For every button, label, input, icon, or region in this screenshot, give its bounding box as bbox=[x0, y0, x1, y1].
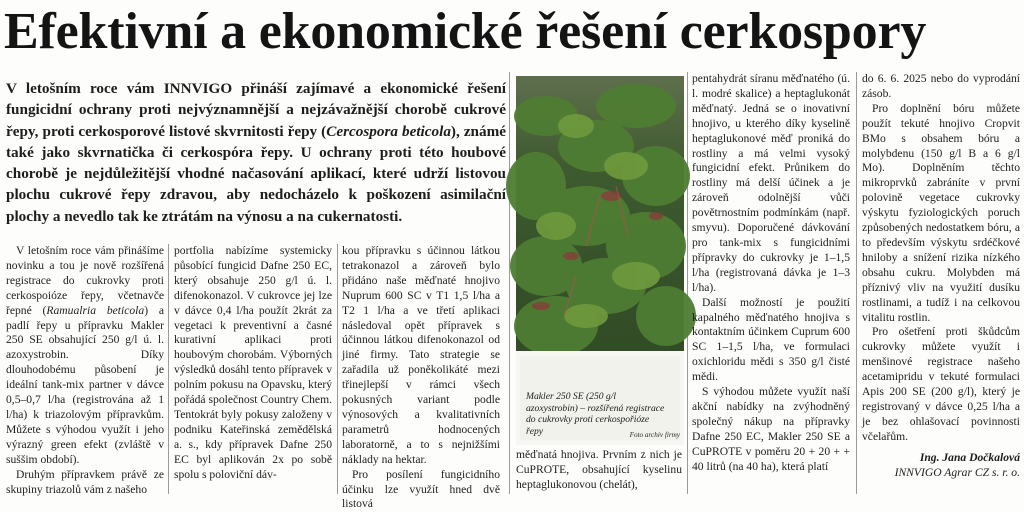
col1-text-2: ) a padlí řepy u přípravku Makler 250 SE obsahující 250 g/l ú. l. azoxystrobin. Díky dlouhodobému působení je ideální tank-mix partner v dávce 0,5–0,7 l/ha (registrována až 1 l/ha) k triazolovým přípravkům. Můžete s výhodou využít i jeho výrazný green efekt (zvláště v suššim období). bbox=[6, 303, 165, 466]
col6-paragraph-3: Pro ošetření proti škůdcům cukrovky můžete využít i menšinové registrace našeho acetamipridu v tekuté formulaci Apis 200 SE (200 g/l), který je registrovaný v dávce 0,25 l/ha a je bez ohlašovací povinnosti včelařům. bbox=[862, 325, 1020, 443]
col5-paragraph-2: Další možností je použití kapalného měďnatého hnojiva s kontaktním účinkem Cuprum 600 SC 1–1,5 l/ha, ve formulaci oxichloridu mědi s 350 g/l čisté mědi. bbox=[692, 295, 850, 384]
col6-paragraph-2: Pro doplnění bóru můžete použít tekuté hnojivo Cropvit BMo s obsahem bóru a molybdenu (150 g/l B a 6 g/l Mo). Doplněním těchto mikroprvků zabráníte v první polovině vegetace cukrovky výskytu fyziologických poruch způsobených nedostatkem bóru, a to především výskytu srdéčkové hniloby a snížení rizika nízkého obsahu cukru. Molybden má příznivý vliv na využití dusíku rostlinami, a tudíž i na celkovou vitalitu rostlin. bbox=[862, 101, 1020, 324]
col4-paragraph-1: měďnatá hnojiva. Prvním z nich je CuPROTE, obsahující kyselinu heptaglukonovou (chelát), bbox=[516, 448, 682, 491]
column-divider bbox=[337, 244, 338, 494]
article-column-6 bbox=[862, 72, 1020, 494]
col6-paragraph-1: do 6. 6. 2025 nebo do vyprodání zásob. bbox=[862, 72, 1020, 100]
col3-paragraph-1: kou přípravku s účinnou látkou tetrakonazol a zároveň bylo přidáno naše měďnaté hnojivo Nuprum 600 SC v T1 1,5 l/ha a T2 1 l/ha a ve třetí aplikaci následoval opět přípravek s účinnou látkou difenokonazol od jiné firmy. Tato strategie se zařadila už poněkolikáté mezi třinejlepší v rámci všech pokusných variant podle výnosových a kvalitativních parametrů hodnocených laboratorně, a to s nejnižšími náklady na hektar. bbox=[342, 244, 500, 466]
article-column-3 bbox=[342, 244, 500, 511]
signature-block bbox=[862, 451, 1020, 481]
column-divider bbox=[168, 244, 169, 494]
photo-illustration bbox=[516, 76, 684, 445]
photo-caption: Makler 250 SE (250 g/l azoxystrobin) – rozšířená registrace do cukrovky proti cerkospořióze řepy bbox=[526, 391, 665, 437]
lead-latin-name: Cercospora beticola bbox=[326, 122, 451, 140]
lead-text-2: ), známé také jako skvrnatička či cerkospóra řepy. U ochrany proti této houbové chorobě je nejdůležitější vhodné načasování aplikací, které udrží listovou plochu cukrové řepy zdravou, aby nedocházelo k poškození asimilační plochy a nevedlo tak ke ztrátám na výnosu a na cukernatosti. bbox=[6, 122, 506, 225]
col5-paragraph-3: S výhodou můžete využít naší akční nabídky na zvýhodněný společný nákup na přípravky Dafne 250 EC, Makler 250 SE a CuPROTE v poměru 20 + 20 + + 40 litrů (na 40 ha), která platí bbox=[692, 385, 850, 473]
column-divider bbox=[687, 72, 688, 494]
photo-credit: Foto archiv firmy bbox=[629, 431, 680, 439]
headline: Efektivní a ekonomické řešení cerkospory bbox=[4, 3, 927, 60]
col1-text-1: V letošním roce vám přinášíme novinku a tou je nově rozšířená registrace do cukrovky proti cerkospoióze řepy, včetnavče řepné ( bbox=[6, 244, 164, 317]
article-column-2 bbox=[174, 244, 332, 494]
col3-paragraph-2: Pro posílení fungicidního účinku lze využít hned dvě listová bbox=[342, 467, 500, 511]
author-company: INNVIGO Agrar CZ s. r. o. bbox=[894, 465, 1020, 479]
col5-paragraph-1: pentahydrát síranu měďnatého (ú. l. modré skalice) a heptaglukonát měďnatý. Jedná se o inovativní hnojivo, u kterého díky kyselině heptaglukonové měď proniká do rostliny a má velmi vysoký fungicidní efekt. Průnikem do rostliny má delší účinek a je zároveň odolnější vůči povětrnostním podmínkám (např. smyvu). Doporučené dávkování pro tank-mix s fungicidními přípravky do cukrovky je 1–1,5 l/ha (registrovaná dávka je 1–3 l/ha). bbox=[692, 72, 850, 294]
author-name: Ing. Jana Dočkalová bbox=[919, 450, 1020, 464]
lead-paragraph bbox=[6, 78, 506, 228]
col1-paragraph-2: Druhým přípravkem právě ze skupiny triazolů vám z našeho bbox=[6, 467, 164, 496]
column-divider bbox=[856, 72, 857, 494]
article-column-5 bbox=[692, 72, 850, 494]
column-divider bbox=[509, 72, 510, 494]
sugar-beet-field-photo bbox=[516, 76, 684, 445]
col1-latin-name: Ramualria beticola bbox=[46, 303, 145, 317]
lead-text-1: V letošním roce vám INNVIGO přináší zajímavé a ekonomické řešení fungicidní ochrany proti nejvýznamnější a nejzávažnější chorobě cukrové řepy, proti cerkosporové listové skvrnitosti řepy ( bbox=[6, 80, 506, 140]
article-column-4 bbox=[516, 448, 682, 494]
article-column-1 bbox=[6, 244, 164, 494]
col2-paragraph-1: portfolia nabízíme systemicky působící fungicid Dafne 250 EC, který obsahuje 250 g/l ú. l. difenokonazol. V cukrovce jej lze v dávce 0,4 l/ha použít 2krát za vegetaci k preventivní a časné kurativní aplikaci proti houbovým chorobám. Výborných výsledků dosáhl tento přípravek v polním pokusu na Opavsku, který pořádá společnost Country Chem. Tentokrát byly pokusy založeny v podniku Kateřinská zemědělská a. s., kdy přípravek Dafne 250 EC byl aplikován 2x po sobě spolu s poloviční dáv- bbox=[174, 244, 332, 481]
